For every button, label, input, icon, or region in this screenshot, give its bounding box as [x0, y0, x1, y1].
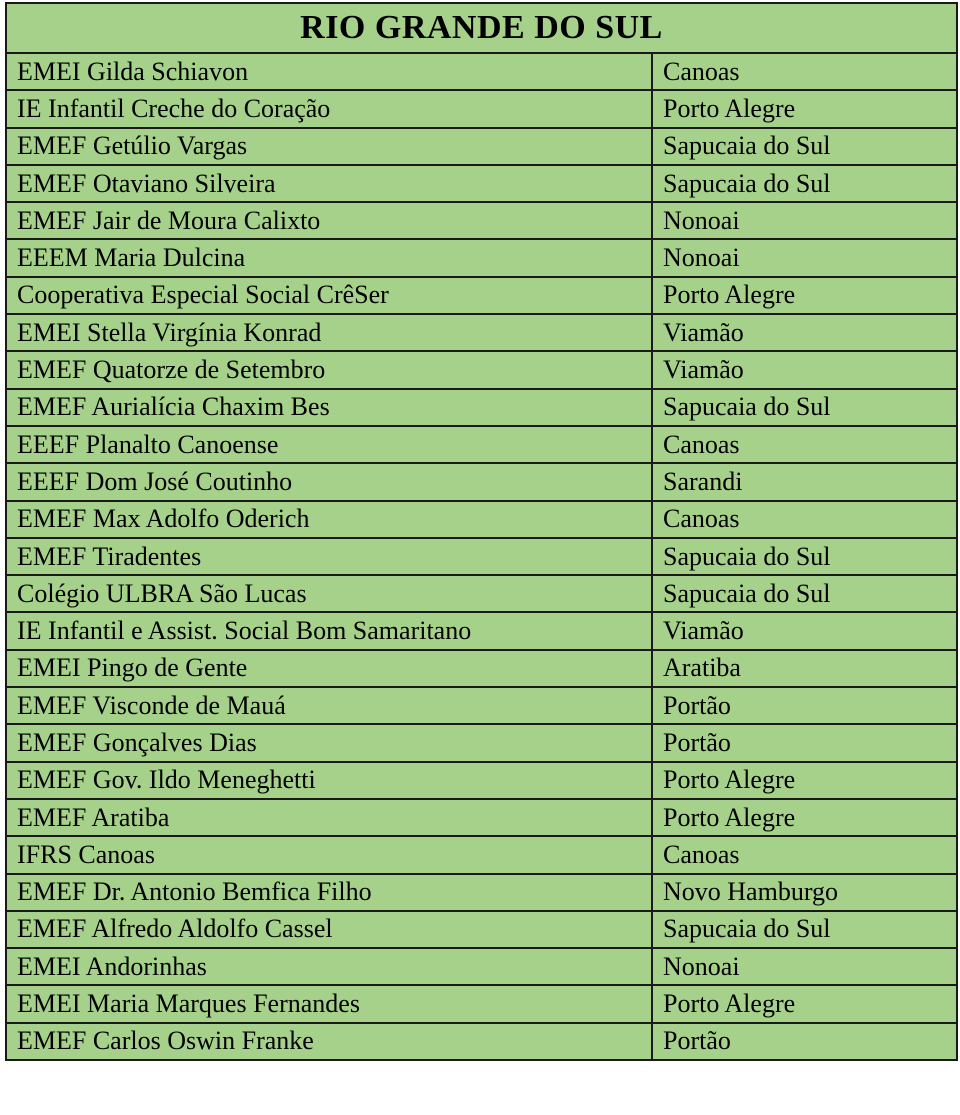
table-row	[6, 575, 957, 612]
school-name-cell: EMEF Getúlio Vargas	[6, 128, 652, 165]
school-name-cell: IE Infantil Creche do Coração	[6, 90, 652, 127]
school-name-cell: EMEF Jair de Moura Calixto	[6, 202, 652, 239]
table-row	[6, 762, 957, 799]
city-cell: Porto Alegre	[652, 799, 957, 836]
table-row	[6, 426, 957, 463]
city-cell: Viamão	[652, 612, 957, 649]
table-row	[6, 351, 957, 388]
school-name-cell: EMEF Alfredo Aldolfo Cassel	[6, 911, 652, 948]
school-name-cell: EMEF Dr. Antonio Bemfica Filho	[6, 874, 652, 911]
table-row	[6, 1023, 957, 1060]
city-cell: Sapucaia do Sul	[652, 389, 957, 426]
school-name-cell: EMEF Aratiba	[6, 799, 652, 836]
table-row	[6, 202, 957, 239]
table-row	[6, 239, 957, 276]
schools-table-container	[5, 2, 956, 1061]
city-cell: Porto Alegre	[652, 90, 957, 127]
table-row	[6, 985, 957, 1022]
city-cell: Nonoai	[652, 202, 957, 239]
school-name-cell: EEEF Dom José Coutinho	[6, 463, 652, 500]
table-row	[6, 724, 957, 761]
school-name-cell: EMEI Andorinhas	[6, 948, 652, 985]
city-cell: Canoas	[652, 426, 957, 463]
table-row	[6, 836, 957, 873]
school-name-cell: EMEI Gilda Schiavon	[6, 53, 652, 90]
school-name-cell: IFRS Canoas	[6, 836, 652, 873]
school-name-cell: EMEF Visconde de Mauá	[6, 687, 652, 724]
school-name-cell: EMEI Pingo de Gente	[6, 650, 652, 687]
table-row	[6, 538, 957, 575]
school-name-cell: EMEF Max Adolfo Oderich	[6, 501, 652, 538]
table-row	[6, 128, 957, 165]
table-title: RIO GRANDE DO SUL	[6, 3, 957, 53]
school-name-cell: EMEF Otaviano Silveira	[6, 165, 652, 202]
table-row	[6, 90, 957, 127]
table-row	[6, 874, 957, 911]
table-row	[6, 687, 957, 724]
school-name-cell: EMEF Aurialícia Chaxim Bes	[6, 389, 652, 426]
table-row	[6, 948, 957, 985]
city-cell: Portão	[652, 687, 957, 724]
city-cell: Porto Alegre	[652, 277, 957, 314]
school-name-cell: EMEF Gonçalves Dias	[6, 724, 652, 761]
table-row	[6, 53, 957, 90]
table-body	[6, 53, 957, 1060]
school-name-cell: IE Infantil e Assist. Social Bom Samaritano	[6, 612, 652, 649]
city-cell: Nonoai	[652, 948, 957, 985]
school-name-cell: Cooperativa Especial Social CrêSer	[6, 277, 652, 314]
table-row	[6, 463, 957, 500]
city-cell: Nonoai	[652, 239, 957, 276]
city-cell: Sapucaia do Sul	[652, 575, 957, 612]
city-cell: Sapucaia do Sul	[652, 538, 957, 575]
city-cell: Sapucaia do Sul	[652, 165, 957, 202]
city-cell: Aratiba	[652, 650, 957, 687]
school-name-cell: EMEI Maria Marques Fernandes	[6, 985, 652, 1022]
school-name-cell: EMEF Tiradentes	[6, 538, 652, 575]
city-cell: Canoas	[652, 53, 957, 90]
table-row	[6, 389, 957, 426]
city-cell: Sarandi	[652, 463, 957, 500]
city-cell: Sapucaia do Sul	[652, 911, 957, 948]
city-cell: Canoas	[652, 501, 957, 538]
city-cell: Canoas	[652, 836, 957, 873]
table-row	[6, 314, 957, 351]
city-cell: Portão	[652, 724, 957, 761]
school-name-cell: EEEM Maria Dulcina	[6, 239, 652, 276]
table-header-row	[6, 3, 957, 53]
table-row	[6, 612, 957, 649]
table-row	[6, 501, 957, 538]
table-row	[6, 799, 957, 836]
table-row	[6, 911, 957, 948]
city-cell: Porto Alegre	[652, 985, 957, 1022]
city-cell: Viamão	[652, 314, 957, 351]
table-row	[6, 165, 957, 202]
school-name-cell: Colégio ULBRA São Lucas	[6, 575, 652, 612]
table-row	[6, 650, 957, 687]
school-name-cell: EMEF Carlos Oswin Franke	[6, 1023, 652, 1060]
school-name-cell: EMEF Gov. Ildo Meneghetti	[6, 762, 652, 799]
city-cell: Novo Hamburgo	[652, 874, 957, 911]
school-name-cell: EMEI Stella Virgínia Konrad	[6, 314, 652, 351]
schools-table	[5, 2, 958, 1061]
school-name-cell: EEEF Planalto Canoense	[6, 426, 652, 463]
city-cell: Sapucaia do Sul	[652, 128, 957, 165]
table-row	[6, 277, 957, 314]
city-cell: Viamão	[652, 351, 957, 388]
city-cell: Portão	[652, 1023, 957, 1060]
school-name-cell: EMEF Quatorze de Setembro	[6, 351, 652, 388]
city-cell: Porto Alegre	[652, 762, 957, 799]
